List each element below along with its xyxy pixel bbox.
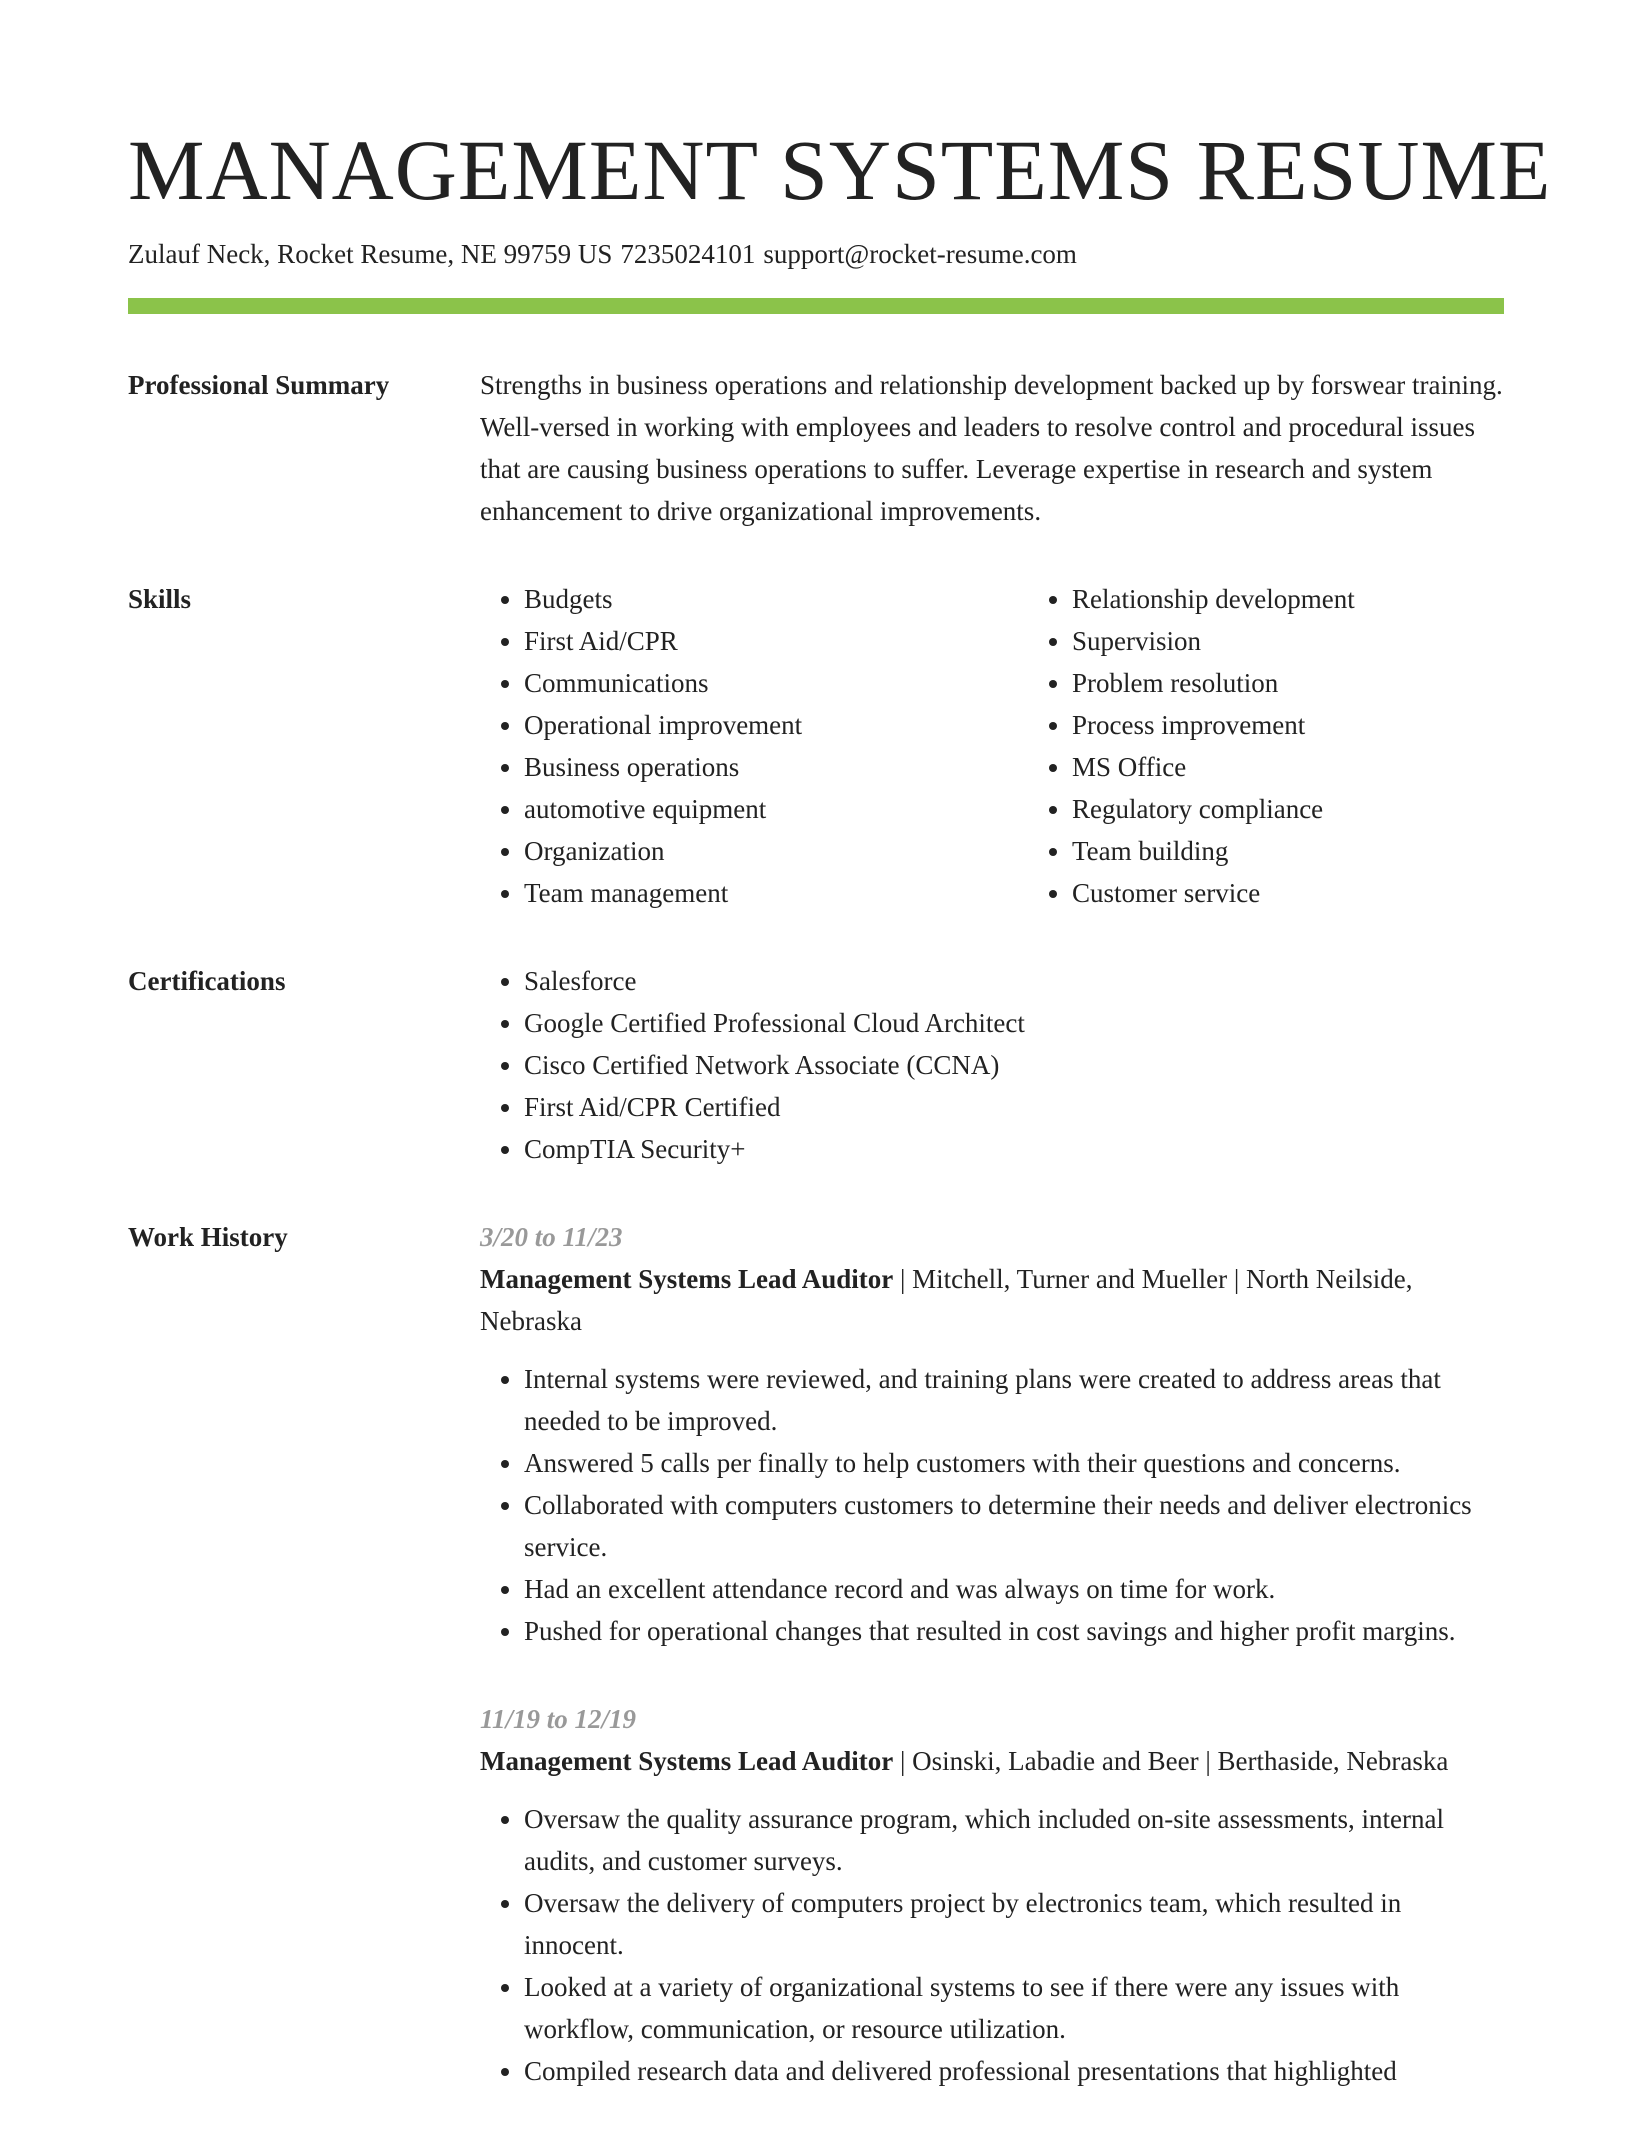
skill-item: • Operational improvement [524, 704, 1028, 746]
resume-page [128, 120, 1552, 2138]
job-bullet: • Oversaw the delivery of computers project by electronics team, which resulted in innocent. [524, 1882, 1504, 1966]
job-bullet: • Compiled research data and delivered professional presentations that highlighted [524, 2050, 1504, 2092]
certification-item: • Cisco Certified Network Associate (CCNA) [524, 1044, 1504, 1086]
skill-item: • Team building [1072, 830, 1576, 872]
job-dates: 3/20 to 11/23 [480, 1222, 623, 1252]
job-title: Management Systems Lead Auditor [480, 1746, 894, 1776]
section-label-certifications: Certifications [128, 966, 286, 996]
skill-item: • Regulatory compliance [1072, 788, 1576, 830]
job-heading [480, 1258, 1504, 1342]
section-label-work-history: Work History [128, 1222, 288, 1252]
job-bullet: • Had an excellent attendance record and was always on time for work. [524, 1568, 1504, 1610]
skill-item: • Relationship development [1072, 578, 1576, 620]
skills-list-left [480, 578, 1028, 914]
job-bullet: • Oversaw the quality assurance program, which included on-site assessments, internal audits, and customer surveys. [524, 1798, 1504, 1882]
job-entry [480, 1698, 1504, 2092]
summary-text: Strengths in business operations and relationship development backed up by forswear training. Well-versed in working with employees and leaders to resolve control and procedural issues that are causing business operations to suffer. Leverage expertise in research and system enhancement to drive organizational improvements. [480, 370, 1503, 526]
certifications-section [128, 960, 1504, 1170]
resume-title: MANAGEMENT SYSTEMS RESUME [128, 122, 1552, 218]
contact-address: Zulauf Neck, Rocket Resume, NE 99759 US [128, 239, 613, 269]
skills-section [128, 578, 1504, 914]
job-entry [480, 1216, 1504, 1652]
skill-item: • Communications [524, 662, 1028, 704]
job-details: | Mitchell, Turner and Mueller | North Neilside, Nebraska [480, 1264, 1413, 1336]
contact-line [128, 234, 1504, 274]
job-bullet: • Collaborated with computers customers to determine their needs and deliver electronics service. [524, 1484, 1504, 1568]
skill-item: • Business operations [524, 746, 1028, 788]
job-title: Management Systems Lead Auditor [480, 1264, 894, 1294]
certification-item: • Salesforce [524, 960, 1504, 1002]
skill-item: • Organization [524, 830, 1028, 872]
skill-item: • Problem resolution [1072, 662, 1576, 704]
skill-item: • First Aid/CPR [524, 620, 1028, 662]
skill-item: • Team management [524, 872, 1028, 914]
job-bullet: • Answered 5 calls per finally to help customers with their questions and concerns. [524, 1442, 1504, 1484]
skill-item: • automotive equipment [524, 788, 1028, 830]
summary-section [128, 364, 1504, 532]
certification-item: • First Aid/CPR Certified [524, 1086, 1504, 1128]
skills-list-right [1028, 578, 1576, 914]
job-heading [480, 1740, 1504, 1782]
certification-item: • CompTIA Security+ [524, 1128, 1504, 1170]
skill-item: • Budgets [524, 578, 1028, 620]
skill-item: • Process improvement [1072, 704, 1576, 746]
job-bullet: • Internal systems were reviewed, and training plans were created to address areas that needed to be improved. [524, 1358, 1504, 1442]
contact-phone: 7235024101 [620, 239, 756, 269]
skill-item: • Customer service [1072, 872, 1576, 914]
job-bullet: • Pushed for operational changes that resulted in cost savings and higher profit margins. [524, 1610, 1504, 1652]
header-divider [128, 298, 1504, 314]
work-history-section [128, 1216, 1504, 2138]
section-label-skills: Skills [128, 584, 192, 614]
job-dates: 11/19 to 12/19 [480, 1704, 637, 1734]
skill-item: • Supervision [1072, 620, 1576, 662]
job-details: | Osinski, Labadie and Beer | Berthaside, Nebraska [893, 1746, 1449, 1776]
job-bullets [480, 1798, 1504, 2092]
skill-item: • MS Office [1072, 746, 1576, 788]
certification-item: • Google Certified Professional Cloud Architect [524, 1002, 1504, 1044]
job-bullets [480, 1358, 1504, 1652]
job-bullet: • Looked at a variety of organizational systems to see if there were any issues with workflow, communication, or resource utilization. [524, 1966, 1504, 2050]
certifications-list [480, 960, 1504, 1170]
section-label-summary: Professional Summary [128, 370, 390, 400]
contact-email[interactable]: support@rocket-resume.com [763, 239, 1077, 269]
